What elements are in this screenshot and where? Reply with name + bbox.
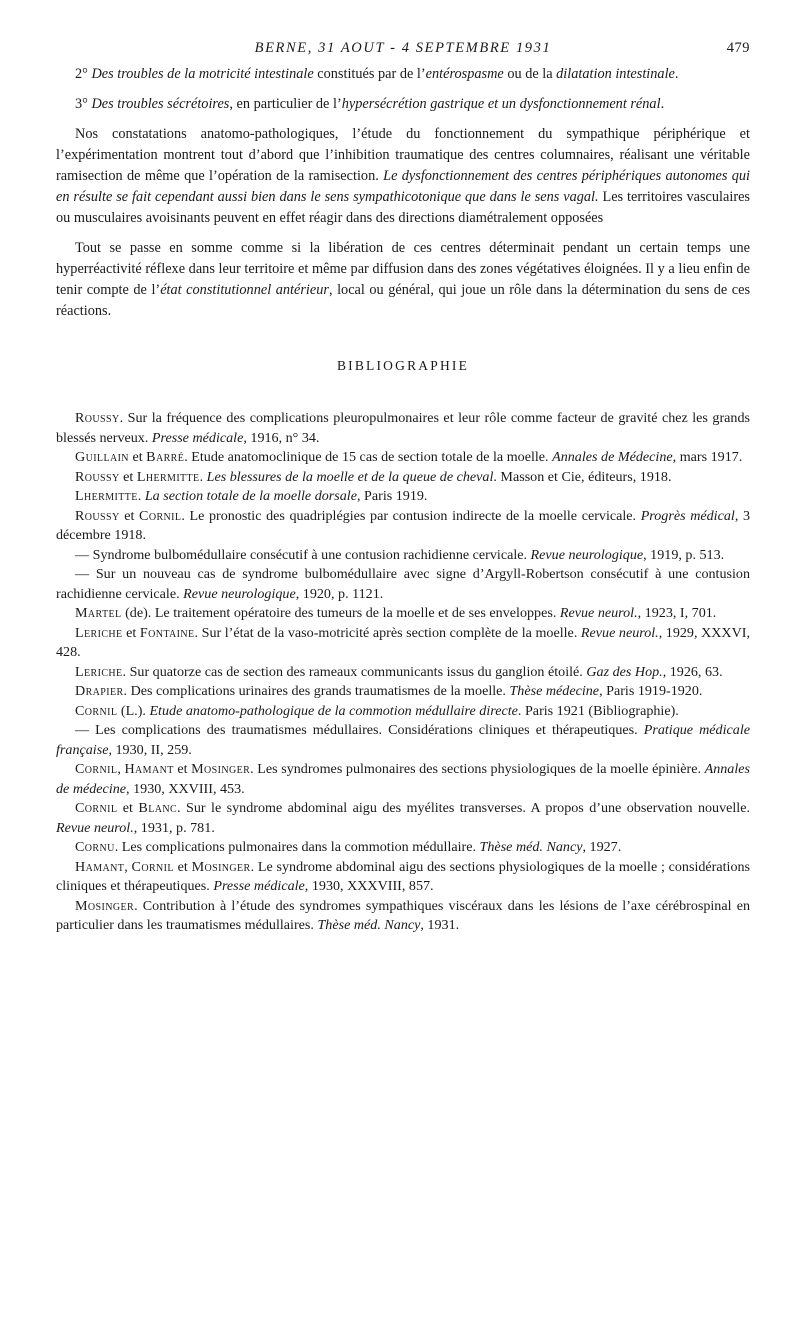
bibliography-entry xyxy=(56,507,750,546)
entry-text: , Paris 1919-1920. xyxy=(599,683,703,699)
entry-author: Leriche xyxy=(75,624,123,641)
entry-text: . Etude anatomoclinique de 15 cas de section totale de la moelle. xyxy=(184,449,553,465)
bibliography-entry xyxy=(56,624,750,663)
entry-author: Fontaine xyxy=(139,624,195,641)
paragraph-constatations: Nos constatations anatomo-pathologiques, l’étude du fonctionnement du sympathique périphérique et l’expérimentation montrent tout d’abord que l’inhibition traumatique des centres columnaires, réalisant une véritable ramisection de même que l’opération de la ramisection. Le dysfonctionnement des centres périphériques autonomes qui en résulte se fait cependant aussi bien dans le sens sympathicotonique que dans le sens vagal. Les territoires vasculaires ou musculaires avoisinants peuvent en effet réagir dans des directions diamétralement opposées xyxy=(56,126,750,226)
entry-author: Barré xyxy=(146,449,185,465)
bibliography-entry xyxy=(56,721,750,760)
entry-text: , 1919, p. 513. xyxy=(643,546,725,563)
entry-journal: Revue neurologique xyxy=(183,585,296,602)
bibliography-entry xyxy=(56,760,750,799)
entry-journal: Revue neurol. xyxy=(580,624,659,641)
running-header xyxy=(56,40,750,62)
entry-author: Mosinger xyxy=(191,858,251,875)
entry-text: . Le pronostic des quadriplégies par contusion indirecte de la moelle cervicale. xyxy=(181,507,641,524)
entry-text: , 1930, II, 259. xyxy=(108,741,192,758)
entry-author: Hamant xyxy=(124,761,174,777)
entry-text: , 3 décembre 1918. xyxy=(56,507,751,543)
entry-journal: Gaz des Hop. xyxy=(586,663,663,680)
bibliography-entry xyxy=(56,546,750,566)
entry-text: . Sur le syndrome abdominal aigu des myélites transverses. A propos d’une observation nouvelle. xyxy=(177,800,751,816)
entry-journal: Thèse méd. Nancy xyxy=(317,917,421,933)
entry-text: et xyxy=(122,624,140,641)
entry-text: , 1916, n° 34. xyxy=(243,429,320,446)
bibliography-entry xyxy=(56,468,750,488)
entry-text: . Paris 1921 (Bibliographie). xyxy=(517,702,679,719)
entry-author: Leriche xyxy=(75,663,123,680)
bibliography-entry xyxy=(56,799,750,838)
entry-author: Lhermitte xyxy=(136,468,200,485)
entry-journal: Progrès médical xyxy=(640,507,735,524)
entry-text: — Les complications des traumatismes médullaires. Considérations cliniques et thérapeutiques. xyxy=(75,722,644,738)
entry-journal: Pratique médicale française xyxy=(56,722,750,758)
entry-journal: Etude anatomo-pathologique de la commotion médullaire directe xyxy=(149,702,518,719)
paragraph-conclusion: Tout se passe en somme comme si la libération de ces centres déterminait pendant un certain temps une hyperréactivité réflexe dans leur territoire et même par diffusion dans des zones végétatives éloignées. Il y a lieu enfin de tenir compte de l’état constitutionnel antérieur, local ou général, qui joue un rôle dans la détermination du sens de ces réactions. xyxy=(56,240,751,319)
entry-author: Drapier xyxy=(75,683,124,699)
entry-author: Cornil xyxy=(75,702,118,719)
entry-text: , Paris 1919. xyxy=(356,488,428,504)
bibliography-entry xyxy=(56,448,750,468)
entry-text: , 1930, XXVIII, 453. xyxy=(126,780,245,797)
entry-author: Cornu xyxy=(75,839,115,855)
entry-author: Lhermitte xyxy=(75,488,138,504)
document-page xyxy=(56,40,750,936)
entry-text: , 1927. xyxy=(582,839,622,855)
entry-author: Roussy xyxy=(75,410,120,426)
entry-journal: Revue neurol. xyxy=(56,819,134,836)
entry-text: et xyxy=(119,468,137,485)
page-number: 479 xyxy=(726,40,750,56)
entry-text: et xyxy=(119,507,140,524)
bibliography-heading: BIBLIOGRAPHIE xyxy=(336,358,470,373)
entry-author: Blanc xyxy=(138,800,178,816)
entry-journal: Les blessures de la moelle et de la queue de cheval xyxy=(206,468,494,485)
entry-text: . xyxy=(199,468,207,485)
entry-text: et xyxy=(173,858,192,875)
entry-author: Cornil xyxy=(131,858,174,875)
list-item-3: 3° Des troubles sécrétoires, en particulier de l’hypersécrétion gastrique et un dysfonctionnement rénal. xyxy=(75,96,665,112)
entry-author: Cornil xyxy=(139,507,182,524)
entry-text: , mars 1917. xyxy=(672,449,743,465)
entry-author: Cornil xyxy=(75,761,118,777)
bibliography-entry xyxy=(56,702,750,722)
entry-text: . Masson et Cie, éditeurs, 1918. xyxy=(493,468,672,485)
entry-text: . Des complications urinaires des grands traumatismes de la moelle. xyxy=(123,683,510,699)
entry-text: , 1931. xyxy=(420,917,460,933)
bibliography-entry xyxy=(56,604,750,624)
entry-text: . xyxy=(137,488,145,504)
entry-text: , xyxy=(124,858,132,875)
entry-text: . Les complications pulmonaires dans la commotion médullaire. xyxy=(114,839,480,855)
bibliography-entry xyxy=(56,409,750,448)
entry-author: Roussy xyxy=(75,468,120,485)
entry-author: Martel xyxy=(75,605,122,621)
bibliography-entry xyxy=(56,838,750,858)
entry-text: , 1930, XXXVIII, 857. xyxy=(304,878,434,894)
entry-text: , 1920, p. 1121. xyxy=(295,585,384,602)
running-title: BERNE, 31 AOUT - 4 SEPTEMBRE 1931 xyxy=(254,40,552,56)
entry-text: (de). Le traitement opératoire des tumeurs de la moelle et de ses enveloppes. xyxy=(121,605,560,621)
entry-text: . Sur la fréquence des complications pleuropulmonaires et leur rôle comme facteur de gravité chez les grands blessés nerveux. xyxy=(56,410,750,446)
entry-journal: Presse médicale xyxy=(151,429,244,446)
entry-text: , 1923, I, 701. xyxy=(637,605,717,621)
entry-text: , 1929, XXXVI, 428. xyxy=(56,624,750,660)
entry-journal: Revue neurol. xyxy=(559,605,638,621)
entry-text: . Sur quatorze cas de section des rameaux communicants issus du ganglion étoilé. xyxy=(122,663,587,680)
entry-text: , xyxy=(117,761,125,777)
entry-text: — Syndrome bulbomédullaire consécutif à une contusion rachidienne cervicale. xyxy=(75,546,531,563)
bibliography-entry xyxy=(56,663,750,683)
entry-journal: Presse médicale xyxy=(213,878,305,894)
bibliography-entry xyxy=(56,897,750,936)
entry-journal: Annales de médecine xyxy=(56,761,750,797)
bibliography-entry xyxy=(56,858,750,897)
bibliography-list xyxy=(56,409,750,936)
list-item-2: 2° Des troubles de la motricité intestinale constitués par de l’entérospasme ou de la dilatation intestinale. xyxy=(75,66,679,82)
entry-author: Hamant xyxy=(75,858,125,875)
entry-text: , 1931, p. 781. xyxy=(133,819,215,836)
entry-text: et xyxy=(128,449,147,465)
bibliography-entry xyxy=(56,565,750,604)
entry-text: et xyxy=(117,800,139,816)
entry-author: Guillain xyxy=(75,449,129,465)
entry-author: Mosinger xyxy=(75,897,135,914)
bibliography-entry xyxy=(56,487,750,507)
entry-journal: Thèse méd. Nancy xyxy=(479,839,583,855)
entry-journal: Annales de Médecine xyxy=(552,449,673,465)
entry-journal: La section totale de la moelle dorsale xyxy=(144,488,357,504)
entry-text: et xyxy=(173,761,192,777)
entry-author: Cornil xyxy=(75,800,118,816)
entry-journal: Revue neurologique xyxy=(530,546,644,563)
entry-author: Roussy xyxy=(75,507,120,524)
entry-text: (L.). xyxy=(117,702,150,719)
entry-text: . Le syndrome abdominal aigu des sections physiologiques de la moelle ; considérations cliniques et thérapeutiques. xyxy=(56,858,751,894)
entry-journal: Thèse médecine xyxy=(509,683,600,699)
entry-text: . Contribution à l’étude des syndromes sympathiques viscéraux dans les lésions de l’axe cérébrospinal en particulier dans les traumatismes médullaires. xyxy=(56,897,750,933)
entry-author: Mosinger xyxy=(191,761,251,777)
entry-text: . Les syndromes pulmonaires des sections physiologiques de la moelle épinière. xyxy=(250,761,705,777)
entry-text: — Sur un nouveau cas de syndrome bulbomédullaire avec signe d’Argyll-Robertson consécutif à une contusion rachidienne cervicale. xyxy=(56,566,750,602)
entry-text: . Sur l’état de la vaso-motricité après section complète de la moelle. xyxy=(194,624,581,641)
entry-text: , 1926, 63. xyxy=(662,663,723,680)
bibliography-entry xyxy=(56,682,750,702)
